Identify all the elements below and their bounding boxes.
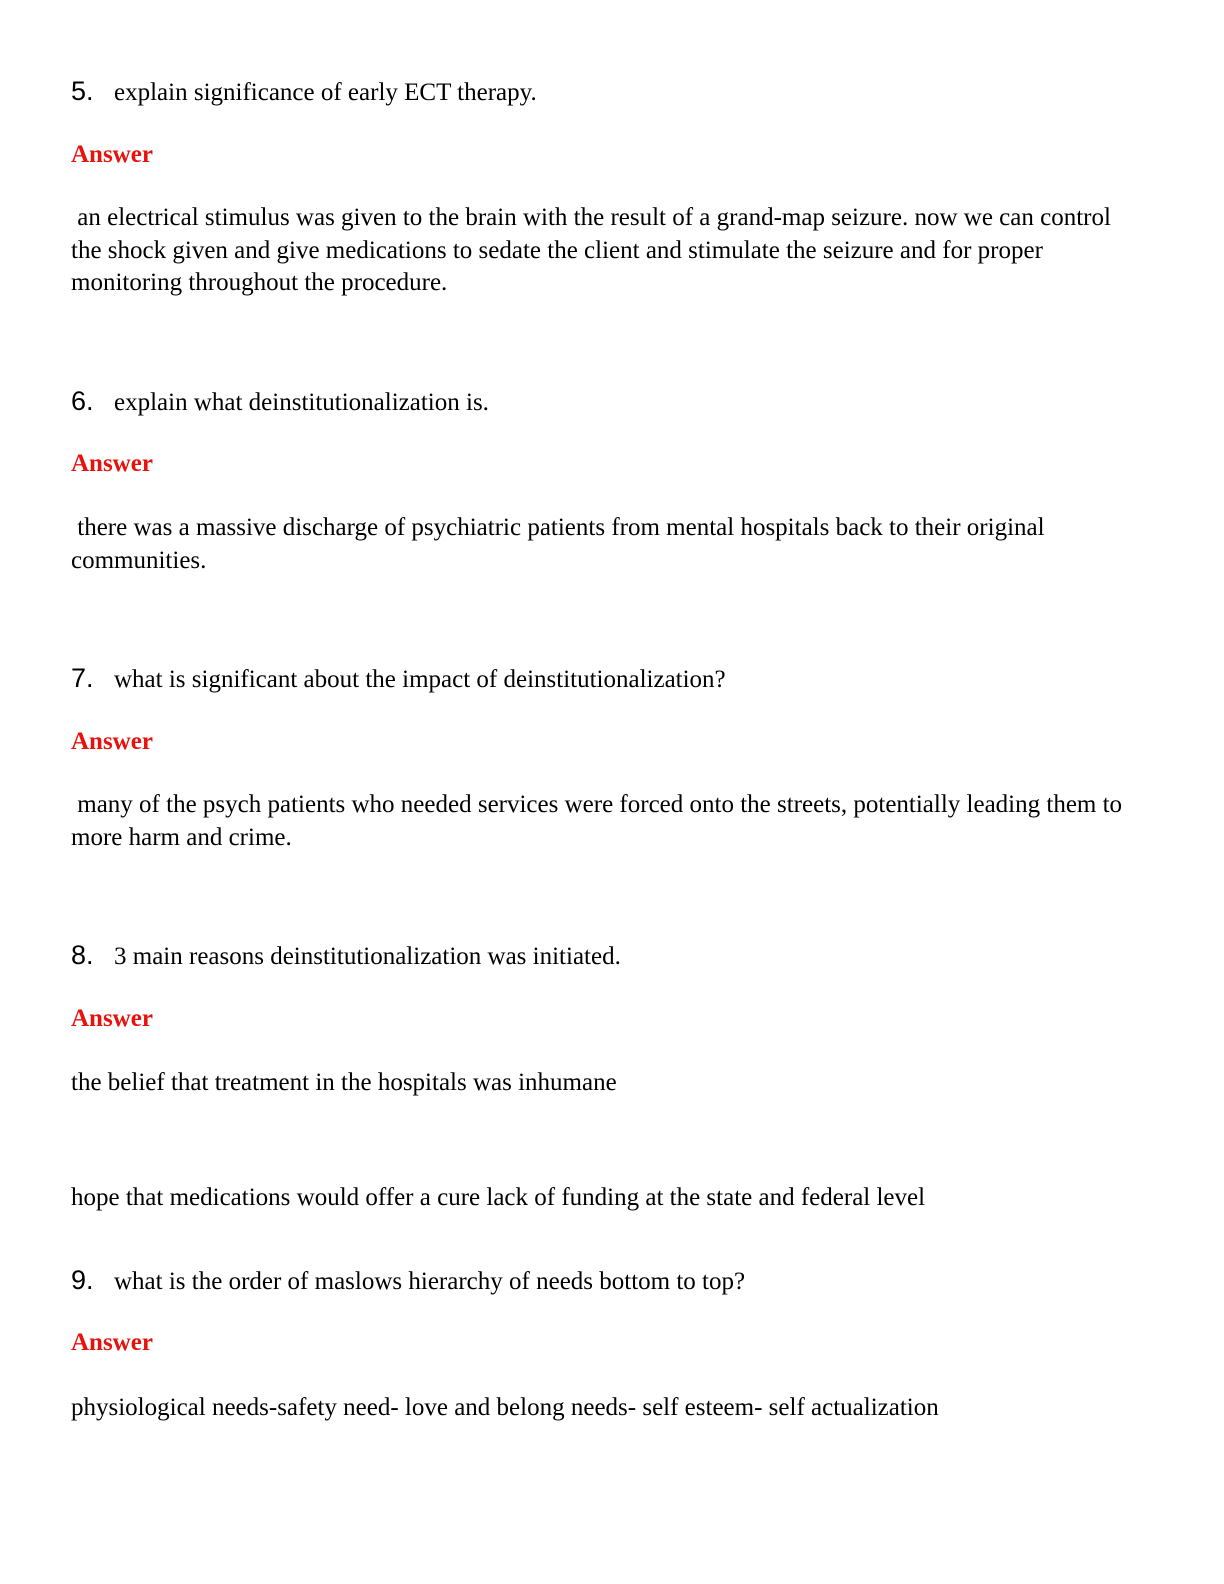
question-text: what is significant about the impact of deinstitutionalization? xyxy=(114,666,726,693)
question-text: what is the order of maslows hierarchy of needs bottom to top? xyxy=(114,1268,746,1295)
question-number: 8. xyxy=(71,940,94,970)
question-text: 3 main reasons deinstitutionalization was initiated. xyxy=(114,943,621,970)
answer-text: many of the psych patients who needed services were forced onto the streets, potentially leading them to more harm and crime. xyxy=(71,791,1129,851)
question-5 xyxy=(71,76,537,108)
answer-text-continued: hope that medications would offer a cure lack of funding at the state and federal level xyxy=(71,1184,926,1211)
question-number: 6. xyxy=(71,386,94,416)
question-9 xyxy=(71,1265,745,1297)
question-number: 5. xyxy=(71,76,94,106)
answer-label: Answer xyxy=(71,141,153,168)
answer-text: physiological needs-safety need- love and belong needs- self esteem- self actualization xyxy=(71,1394,939,1421)
answer-text: an electrical stimulus was given to the brain with the result of a grand-map seizure. now we can control the shock given and give medications to sedate the client and stimulate the seizure and for proper monitoring throughout the procedure. xyxy=(71,204,1118,296)
answer-label: Answer xyxy=(71,728,153,755)
question-number: 9. xyxy=(71,1265,94,1295)
question-7 xyxy=(71,663,726,695)
answer-text: there was a massive discharge of psychiatric patients from mental hospitals back to their original communities. xyxy=(71,514,1051,574)
answer-label: Answer xyxy=(71,450,153,477)
question-8 xyxy=(71,940,621,972)
question-number: 7. xyxy=(71,663,94,693)
question-6 xyxy=(71,386,489,418)
answer-label: Answer xyxy=(71,1005,153,1032)
question-text: explain what deinstitutionalization is. xyxy=(114,389,489,416)
answer-label: Answer xyxy=(71,1329,153,1356)
question-text: explain significance of early ECT therapy. xyxy=(114,79,537,106)
answer-text: the belief that treatment in the hospitals was inhumane xyxy=(71,1069,617,1096)
